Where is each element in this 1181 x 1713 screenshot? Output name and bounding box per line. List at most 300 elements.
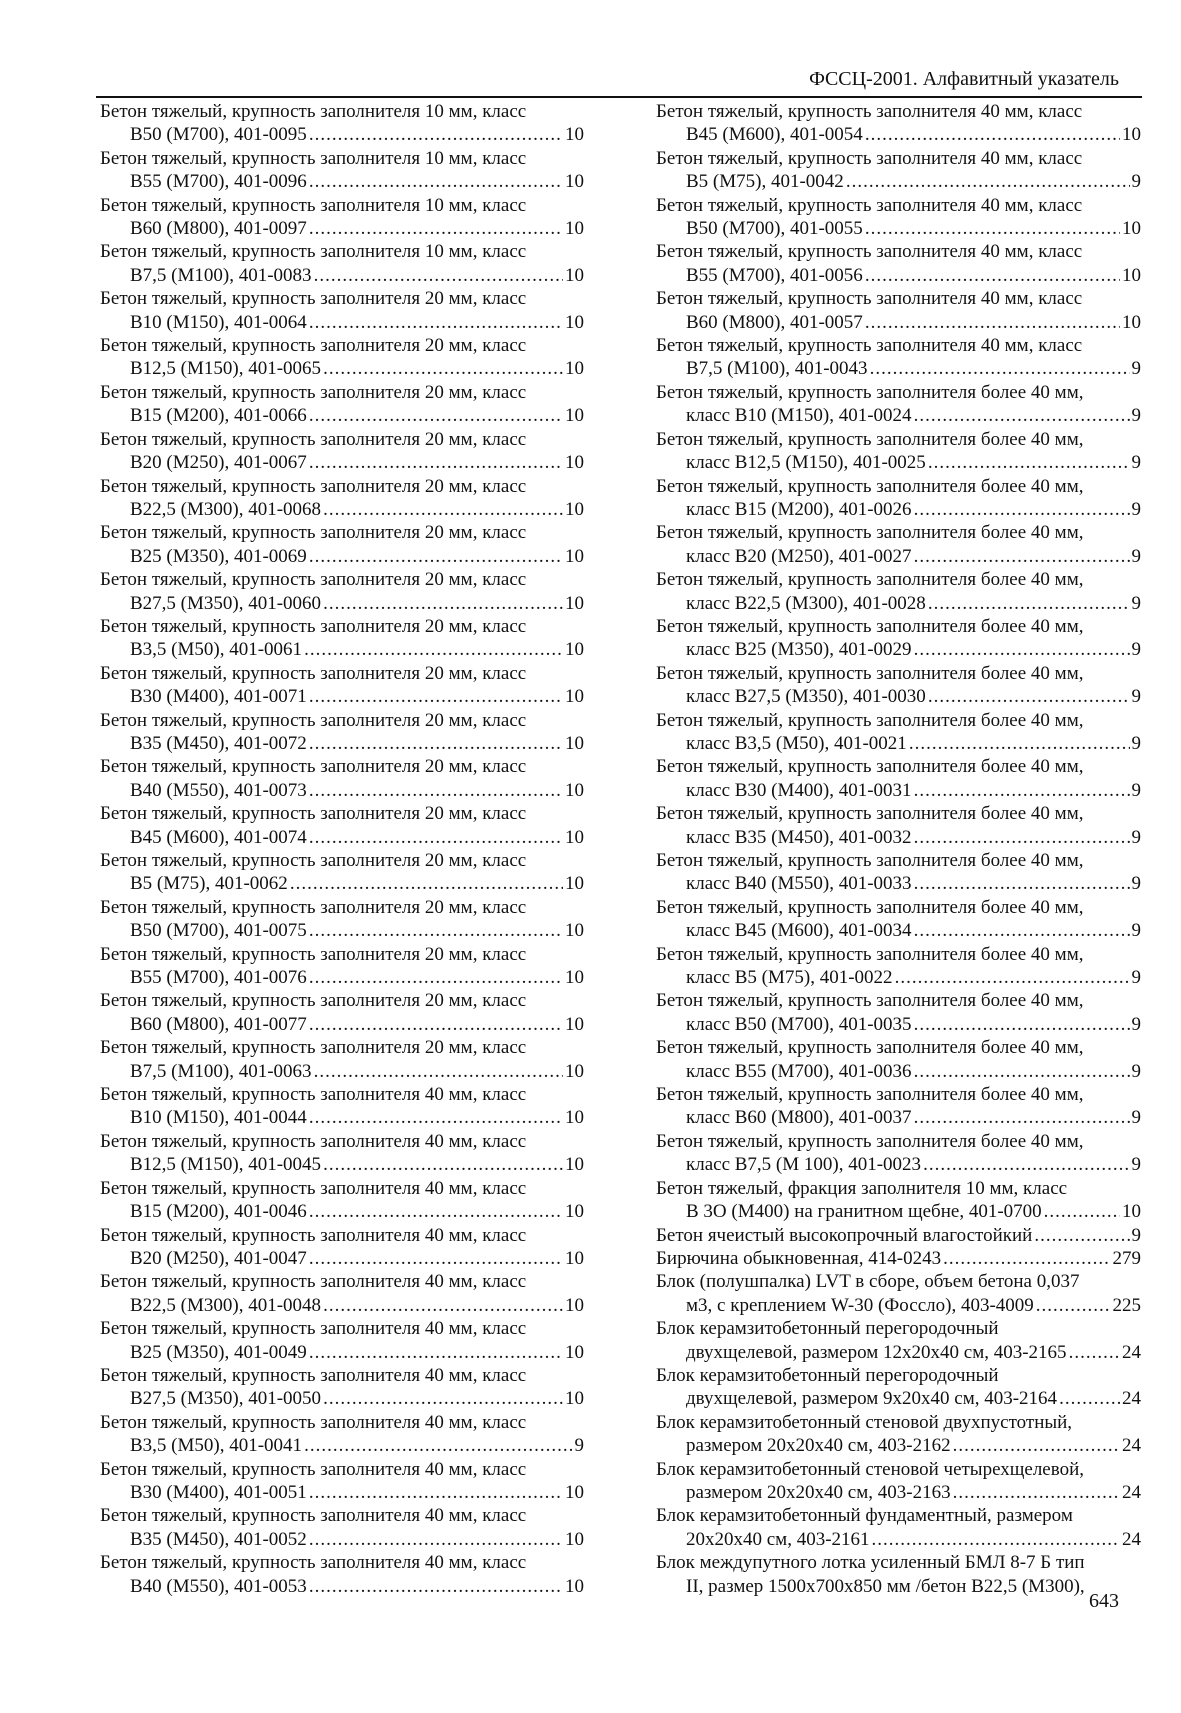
index-entry [656, 475, 1141, 522]
entry-text-line2: В22,5 (М300), 401-0048 [130, 1294, 322, 1316]
entry-text-line2: В7,5 (М100), 401-0083 [130, 264, 312, 286]
index-column-right [656, 100, 1141, 1598]
entry-text-line1: Бетон тяжелый, крупность заполнителя более 40 мм, [656, 522, 1084, 544]
entry-page: 9 [1131, 1013, 1141, 1035]
index-entry [100, 334, 584, 381]
entry-page: 9 [1131, 873, 1141, 895]
index-entry [656, 428, 1141, 475]
leader-dots [309, 1200, 563, 1223]
entry-text-line1: Бетон тяжелый, крупность заполнителя 20 мм, класс [100, 428, 527, 450]
entry-text-line2: В7,5 (М100), 401-0043 [686, 358, 868, 380]
leader-dots [290, 872, 563, 895]
entry-text-line2: класс В3,5 (М50), 401-0021 [686, 732, 907, 754]
index-entry [656, 662, 1141, 709]
entry-text-line2: класс В27,5 (М350), 401-0030 [686, 686, 926, 708]
entry-text-line2: В20 (М250), 401-0067 [130, 452, 307, 474]
leader-dots [1069, 1341, 1120, 1364]
entry-page: 9 [1131, 171, 1141, 193]
index-entry [656, 1270, 1141, 1317]
leader-dots [309, 1106, 563, 1129]
entry-text-line1: Бетон тяжелый, крупность заполнителя 40 мм, класс [656, 147, 1083, 169]
leader-dots [846, 170, 1130, 193]
entry-page: 10 [565, 732, 584, 754]
index-entry [656, 755, 1141, 802]
entry-text-line1: Бетон тяжелый, крупность заполнителя более 40 мм, [656, 803, 1084, 825]
entry-page: 9 [1131, 1060, 1141, 1082]
entry-text-line1: Бетон тяжелый, крупность заполнителя 20 мм, класс [100, 896, 527, 918]
entry-text-line1: Бетон тяжелый, крупность заполнителя более 40 мм, [656, 943, 1084, 965]
leader-dots [309, 404, 563, 427]
entry-text-line2: В35 (М450), 401-0052 [130, 1528, 307, 1550]
entry-text-line2: В40 (М550), 401-0053 [130, 1575, 307, 1597]
entry-page: 10 [565, 1481, 584, 1503]
entry-page: 10 [565, 639, 584, 661]
entry-text-line1: Бетон тяжелый, крупность заполнителя 20 мм, класс [100, 850, 527, 871]
leader-dots [928, 592, 1130, 615]
entry-page: 10 [565, 1388, 584, 1410]
entry-page: 9 [1131, 358, 1141, 380]
entry-text: Бетон ячеистый высокопрочный влагостойкий [656, 1224, 1033, 1246]
entry-text-line1: Бетон тяжелый, крупность заполнителя более 40 мм, [656, 475, 1084, 497]
leader-dots [309, 545, 563, 568]
entry-page: 10 [565, 1107, 584, 1129]
leader-dots [309, 1528, 563, 1551]
index-entry [100, 849, 584, 896]
index-entry [100, 381, 584, 428]
leader-dots [1036, 1294, 1111, 1317]
entry-text-line1: Бетон тяжелый, крупность заполнителя 40 мм, класс [100, 1505, 527, 1527]
entry-page: 10 [565, 779, 584, 801]
entry-text-line1: Бетон тяжелый, крупность заполнителя 40 мм, класс [100, 1318, 527, 1340]
index-entry [656, 1247, 1141, 1270]
entry-page: 279 [1112, 1247, 1141, 1269]
leader-dots [914, 404, 1130, 427]
entry-text-line2: В 3О (М400) на гранитном щебне, 401-0700 [686, 1201, 1042, 1223]
leader-dots [309, 826, 563, 849]
index-entry [100, 1411, 584, 1458]
entry-text-line2: размером 20х20х40 см, 403-2162 [686, 1435, 951, 1457]
entry-text-line1: Бетон тяжелый, крупность заполнителя 20 мм, класс [100, 1037, 527, 1059]
entry-page: 10 [565, 1341, 584, 1363]
entry-text-line1: Бетон тяжелый, крупность заполнителя 20 мм, класс [100, 756, 527, 778]
entry-page: 9 [1131, 1154, 1141, 1176]
entry-text-line2: В55 (М700), 401-0076 [130, 967, 307, 989]
entry-page: 24 [1122, 1481, 1141, 1503]
entry-page: 10 [565, 545, 584, 567]
page-number: 643 [1089, 1590, 1119, 1612]
leader-dots [309, 1247, 563, 1270]
index-entry [100, 100, 584, 147]
entry-page: 24 [1122, 1435, 1141, 1457]
entry-text-line1: Блок керамзитобетонный фундаментный, размером [656, 1505, 1073, 1527]
entry-text-line2: В25 (М350), 401-0069 [130, 545, 307, 567]
index-entry [100, 1317, 584, 1364]
entry-text-line1: Бетон тяжелый, крупность заполнителя 20 мм, класс [100, 522, 527, 544]
entry-page: 9 [1131, 1224, 1141, 1246]
entry-page: 10 [565, 498, 584, 520]
entry-text-line2: В50 (М700), 401-0055 [686, 218, 863, 240]
entry-text-line1: Бетон тяжелый, крупность заполнителя 40 мм, класс [100, 1271, 527, 1293]
index-entry [656, 1177, 1141, 1224]
index-entry [100, 287, 584, 334]
entry-text-line2: В22,5 (М300), 401-0068 [130, 498, 322, 520]
leader-dots [309, 779, 563, 802]
index-entry [656, 194, 1141, 241]
leader-dots [309, 217, 563, 240]
running-header: ФССЦ-2001. Алфавитный указатель [809, 68, 1119, 90]
entry-text-line1: Бетон тяжелый, крупность заполнителя 40 мм, класс [100, 1177, 527, 1199]
entry-page: 10 [565, 592, 584, 614]
entry-text-line1: Бетон тяжелый, крупность заполнителя 40 мм, класс [100, 1552, 527, 1574]
entry-text-line1: Бетон тяжелый, крупность заполнителя 20 мм, класс [100, 803, 527, 825]
leader-dots [865, 311, 1120, 334]
index-entry [656, 334, 1141, 381]
entry-page: 225 [1112, 1294, 1141, 1316]
index-entry [656, 287, 1141, 334]
leader-dots [914, 1060, 1130, 1083]
entry-text-line2: В5 (М75), 401-0062 [130, 873, 288, 895]
entry-text-line2: класс В30 (М400), 401-0031 [686, 779, 912, 801]
entry-page: 9 [1131, 498, 1141, 520]
entry-page: 9 [1131, 1107, 1141, 1129]
entry-text-line1: Бетон тяжелый, крупность заполнителя более 40 мм, [656, 896, 1084, 918]
index-entry [100, 240, 584, 287]
leader-dots [304, 1434, 572, 1457]
entry-text-line2: В15 (М200), 401-0066 [130, 405, 307, 427]
entry-page: 10 [565, 873, 584, 895]
index-entry [100, 1083, 584, 1130]
leader-dots [323, 1294, 563, 1317]
leader-dots [309, 1481, 563, 1504]
entry-text-line1: Бетон тяжелый, крупность заполнителя 40 мм, класс [656, 335, 1083, 357]
entry-text-line2: класс В55 (М700), 401-0036 [686, 1060, 912, 1082]
index-entry [656, 1504, 1141, 1551]
entry-text-line2: класс В45 (М600), 401-0034 [686, 920, 912, 942]
entry-text: Бирючина обыкновенная, 414-0243 [656, 1247, 942, 1269]
entry-page: 24 [1122, 1528, 1141, 1550]
index-entry [656, 896, 1141, 943]
leader-dots [870, 357, 1130, 380]
entry-page: 9 [1131, 920, 1141, 942]
entry-page: 10 [565, 405, 584, 427]
index-entry [100, 615, 584, 662]
entry-text-line1: Бетон тяжелый, крупность заполнителя 40 мм, класс [100, 1224, 527, 1246]
entry-text-line1: Бетон тяжелый, крупность заполнителя 20 мм, класс [100, 335, 527, 357]
entry-text-line1: Бетон тяжелый, крупность заполнителя 40 мм, класс [656, 241, 1083, 263]
leader-dots [914, 1013, 1130, 1036]
entry-text-line2: 20х20х40 см, 403-2161 [686, 1528, 870, 1550]
entry-text-line2: класс В60 (М800), 401-0037 [686, 1107, 912, 1129]
entry-text-line1: Бетон тяжелый, крупность заполнителя более 40 мм, [656, 381, 1084, 403]
entry-text-line2: В10 (М150), 401-0064 [130, 311, 307, 333]
leader-dots [914, 1106, 1130, 1129]
entry-page: 10 [565, 1247, 584, 1269]
index-entry [100, 1458, 584, 1505]
index-entry [656, 240, 1141, 287]
entry-text-line1: Блок (полушпалка) LVT в сборе, объем бетона 0,037 [656, 1271, 1080, 1293]
index-entry [100, 1036, 584, 1083]
entry-text-line2: размером 20х20х40 см, 403-2163 [686, 1481, 951, 1503]
entry-page: 10 [565, 1575, 584, 1597]
entry-text-line2: В3,5 (М50), 401-0061 [130, 639, 303, 661]
entry-text-line1: Бетон тяжелый, крупность заполнителя 40 мм, класс [656, 194, 1083, 216]
leader-dots [914, 779, 1130, 802]
leader-dots [314, 1060, 563, 1083]
entry-text-line2: В40 (М550), 401-0073 [130, 779, 307, 801]
entry-text-line1: Бетон тяжелый, крупность заполнителя более 40 мм, [656, 756, 1084, 778]
entry-page: 10 [565, 920, 584, 942]
leader-dots [895, 966, 1130, 989]
index-entry [656, 1551, 1141, 1598]
entry-text-line1: Бетон тяжелый, крупность заполнителя 10 мм, класс [100, 194, 527, 216]
entry-text-line2: В12,5 (М150), 401-0065 [130, 358, 322, 380]
entry-text-line2: В10 (М150), 401-0044 [130, 1107, 307, 1129]
index-entry [100, 755, 584, 802]
entry-text-line1: Бетон тяжелый, крупность заполнителя 40 мм, класс [100, 1411, 527, 1433]
index-entry [656, 1224, 1141, 1247]
entry-text-line1: Блок керамзитобетонный стеновой двухпустотный, [656, 1411, 1073, 1433]
leader-dots [953, 1481, 1120, 1504]
leader-dots [309, 919, 563, 942]
entry-page: 9 [1131, 967, 1141, 989]
entry-text-line1: Бетон тяжелый, крупность заполнителя более 40 мм, [656, 1084, 1084, 1106]
index-entry [656, 1317, 1141, 1364]
entry-text-line2: класс В15 (М200), 401-0026 [686, 498, 912, 520]
entry-text-line1: Бетон тяжелый, крупность заполнителя 40 мм, класс [656, 101, 1083, 122]
entry-text-line2: В12,5 (М150), 401-0045 [130, 1154, 322, 1176]
leader-dots [309, 123, 563, 146]
entry-text-line1: Бетон тяжелый, крупность заполнителя 10 мм, класс [100, 147, 527, 169]
entry-text-line2: класс В12,5 (М150), 401-0025 [686, 452, 926, 474]
index-entry [656, 1130, 1141, 1177]
leader-dots [1059, 1387, 1120, 1410]
leader-dots [309, 685, 563, 708]
leader-dots [323, 592, 563, 615]
leader-dots [914, 545, 1130, 568]
entry-text-line1: Бетон тяжелый, крупность заполнителя более 40 мм, [656, 1130, 1084, 1152]
index-entry [656, 1364, 1141, 1411]
entry-text-line2: В20 (М250), 401-0047 [130, 1247, 307, 1269]
entry-page: 10 [565, 452, 584, 474]
entry-page: 10 [565, 264, 584, 286]
entry-page: 10 [565, 218, 584, 240]
entry-page: 10 [565, 826, 584, 848]
entry-text-line1: Бетон тяжелый, крупность заполнителя более 40 мм, [656, 428, 1084, 450]
entry-text-line1: Бетон тяжелый, крупность заполнителя более 40 мм, [656, 1037, 1084, 1059]
index-entry [100, 896, 584, 943]
entry-page: 9 [1131, 639, 1141, 661]
entry-text-line1: Бетон тяжелый, крупность заполнителя 20 мм, класс [100, 615, 527, 637]
index-entry [656, 849, 1141, 896]
entry-text-line1: Бетон тяжелый, крупность заполнителя 20 мм, класс [100, 288, 527, 310]
leader-dots [872, 1528, 1120, 1551]
leader-dots [309, 732, 563, 755]
leader-dots [914, 498, 1130, 521]
leader-dots [309, 1575, 563, 1598]
entry-text-line1: Бетон тяжелый, крупность заполнителя 10 мм, класс [100, 241, 527, 263]
entry-text-line1: Бетон тяжелый, фракция заполнителя 10 мм, класс [656, 1177, 1068, 1199]
entry-text-line2: В27,5 (М350), 401-0060 [130, 592, 322, 614]
leader-dots [914, 638, 1130, 661]
entry-page: 10 [1122, 264, 1141, 286]
index-entry [100, 1224, 584, 1271]
entry-text-line1: Блок керамзитобетонный перегородочный [656, 1364, 999, 1386]
index-entry [100, 709, 584, 756]
leader-dots [309, 1013, 563, 1036]
index-entry [100, 1504, 584, 1551]
index-entry [656, 989, 1141, 1036]
entry-text-line2: В50 (М700), 401-0095 [130, 124, 307, 146]
entry-text-line2: В45 (М600), 401-0054 [686, 124, 863, 146]
index-entry [100, 194, 584, 241]
entry-text-line1: Бетон тяжелый, крупность заполнителя более 40 мм, [656, 709, 1084, 731]
index-entry [656, 1458, 1141, 1505]
index-entry [656, 943, 1141, 990]
index-entry [100, 1551, 584, 1598]
entry-page: 24 [1122, 1341, 1141, 1363]
index-entry [100, 1364, 584, 1411]
entry-page: 10 [565, 1013, 584, 1035]
entry-page: 10 [565, 358, 584, 380]
index-entry [656, 521, 1141, 568]
index-entry [656, 100, 1141, 147]
entry-page: 10 [565, 1294, 584, 1316]
entry-page: 10 [565, 1201, 584, 1223]
leader-dots [323, 1153, 563, 1176]
entry-text-line2: В55 (М700), 401-0096 [130, 171, 307, 193]
index-entry [100, 802, 584, 849]
entry-text-line1: Блок керамзитобетонный стеновой четырехщелевой, [656, 1458, 1084, 1480]
leader-dots [909, 732, 1130, 755]
entry-text-line2: класс В10 (М150), 401-0024 [686, 405, 912, 427]
leader-dots [309, 451, 563, 474]
leader-dots [309, 170, 563, 193]
index-entry [100, 1177, 584, 1224]
leader-dots [309, 1341, 563, 1364]
leader-dots [914, 826, 1130, 849]
leader-dots [943, 1247, 1110, 1270]
entry-page: 9 [1131, 405, 1141, 427]
index-entry [100, 662, 584, 709]
entry-text-line2: В60 (М800), 401-0057 [686, 311, 863, 333]
leader-dots [309, 311, 563, 334]
entry-text-line2: класс В50 (М700), 401-0035 [686, 1013, 912, 1035]
entry-page: 10 [1122, 218, 1141, 240]
leader-dots [1044, 1200, 1120, 1223]
entry-page: 9 [1131, 452, 1141, 474]
entry-text-line1: Бетон тяжелый, крупность заполнителя 20 мм, класс [100, 709, 527, 731]
entry-text-line1: Бетон тяжелый, крупность заполнителя 40 мм, класс [100, 1084, 527, 1106]
entry-text-line2: двухщелевой, размером 9х20х40 см, 403-2164 [686, 1388, 1058, 1410]
index-entry [100, 521, 584, 568]
leader-dots [923, 1153, 1129, 1176]
leader-dots [914, 919, 1130, 942]
entry-page: 24 [1122, 1388, 1141, 1410]
index-entry [656, 709, 1141, 756]
entry-text-line2: класс В35 (М450), 401-0032 [686, 826, 912, 848]
entry-page: 10 [1122, 1201, 1141, 1223]
entry-text-line2: В50 (М700), 401-0075 [130, 920, 307, 942]
index-entry [656, 568, 1141, 615]
index-entry [100, 147, 584, 194]
index-entry [100, 1130, 584, 1177]
entry-text-line1: Бетон тяжелый, крупность заполнителя 20 мм, класс [100, 662, 527, 684]
index-entry [656, 1411, 1141, 1458]
entry-text-line2: В5 (М75), 401-0042 [686, 171, 844, 193]
header-rule [96, 96, 1142, 98]
entry-page: 9 [574, 1435, 584, 1457]
leader-dots [914, 872, 1130, 895]
index-entry [656, 1083, 1141, 1130]
entry-text-line2: В55 (М700), 401-0056 [686, 264, 863, 286]
entry-text-line2: В3,5 (М50), 401-0041 [130, 1435, 303, 1457]
entry-text-line2: II, размер 1500х700х850 мм /бетон В22,5 (М300), [686, 1575, 1085, 1597]
entry-page: 10 [1122, 311, 1141, 333]
entry-text-line1: Бетон тяжелый, крупность заполнителя 20 мм, класс [100, 990, 527, 1012]
entry-text-line2: м3, с креплением W-30 (Фоссло), 403-4009 [686, 1294, 1034, 1316]
entry-text-line1: Блок междупутного лотка усиленный БМЛ 8-7 Б тип [656, 1552, 1085, 1574]
index-column-left [100, 100, 584, 1598]
leader-dots [928, 685, 1130, 708]
entry-page: 9 [1131, 592, 1141, 614]
entry-text-line1: Бетон тяжелый, крупность заполнителя 20 мм, класс [100, 569, 527, 591]
entry-page: 9 [1131, 779, 1141, 801]
index-entry [656, 802, 1141, 849]
index-entry [656, 147, 1141, 194]
entry-text-line1: Бетон тяжелый, крупность заполнителя 40 мм, класс [100, 1458, 527, 1480]
entry-text-line2: класс В40 (М550), 401-0033 [686, 873, 912, 895]
leader-dots [314, 264, 563, 287]
index-entry [100, 943, 584, 990]
entry-text-line1: Бетон тяжелый, крупность заполнителя более 40 мм, [656, 990, 1084, 1012]
entry-page: 10 [1122, 124, 1141, 146]
index-entry [656, 1036, 1141, 1083]
entry-page: 9 [1131, 732, 1141, 754]
entry-page: 10 [565, 1528, 584, 1550]
entry-text-line2: класс В20 (М250), 401-0027 [686, 545, 912, 567]
entry-page: 9 [1131, 545, 1141, 567]
leader-dots [865, 217, 1120, 240]
entry-text-line2: класс В7,5 (М 100), 401-0023 [686, 1154, 922, 1176]
leader-dots [953, 1434, 1120, 1457]
entry-text-line1: Бетон тяжелый, крупность заполнителя 20 мм, класс [100, 381, 527, 403]
entry-page: 10 [565, 311, 584, 333]
entry-text-line1: Бетон тяжелый, крупность заполнителя более 40 мм, [656, 615, 1084, 637]
entry-text-line2: класс В22,5 (М300), 401-0028 [686, 592, 926, 614]
entry-text-line1: Бетон тяжелый, крупность заполнителя 20 мм, класс [100, 943, 527, 965]
entry-text-line2: В7,5 (М100), 401-0063 [130, 1060, 312, 1082]
leader-dots [309, 966, 563, 989]
entry-page: 9 [1131, 686, 1141, 708]
entry-text-line1: Бетон тяжелый, крупность заполнителя более 40 мм, [656, 662, 1084, 684]
entry-text-line1: Бетон тяжелый, крупность заполнителя 40 мм, класс [656, 288, 1083, 310]
entry-text-line2: класс В5 (М75), 401-0022 [686, 967, 893, 989]
entry-text-line2: В35 (М450), 401-0072 [130, 732, 307, 754]
entry-text-line2: В25 (М350), 401-0049 [130, 1341, 307, 1363]
index-entry [100, 568, 584, 615]
entry-page: 10 [565, 1154, 584, 1176]
leader-dots [323, 1387, 563, 1410]
leader-dots [323, 498, 563, 521]
index-entry [100, 1270, 584, 1317]
entry-page: 10 [565, 686, 584, 708]
entry-text-line1: Бетон тяжелый, крупность заполнителя 20 мм, класс [100, 475, 527, 497]
entry-text-line1: Бетон тяжелый, крупность заполнителя 10 мм, класс [100, 101, 527, 122]
leader-dots [304, 638, 563, 661]
entry-text-line2: В60 (М800), 401-0097 [130, 218, 307, 240]
leader-dots [1034, 1224, 1129, 1247]
leader-dots [865, 123, 1120, 146]
